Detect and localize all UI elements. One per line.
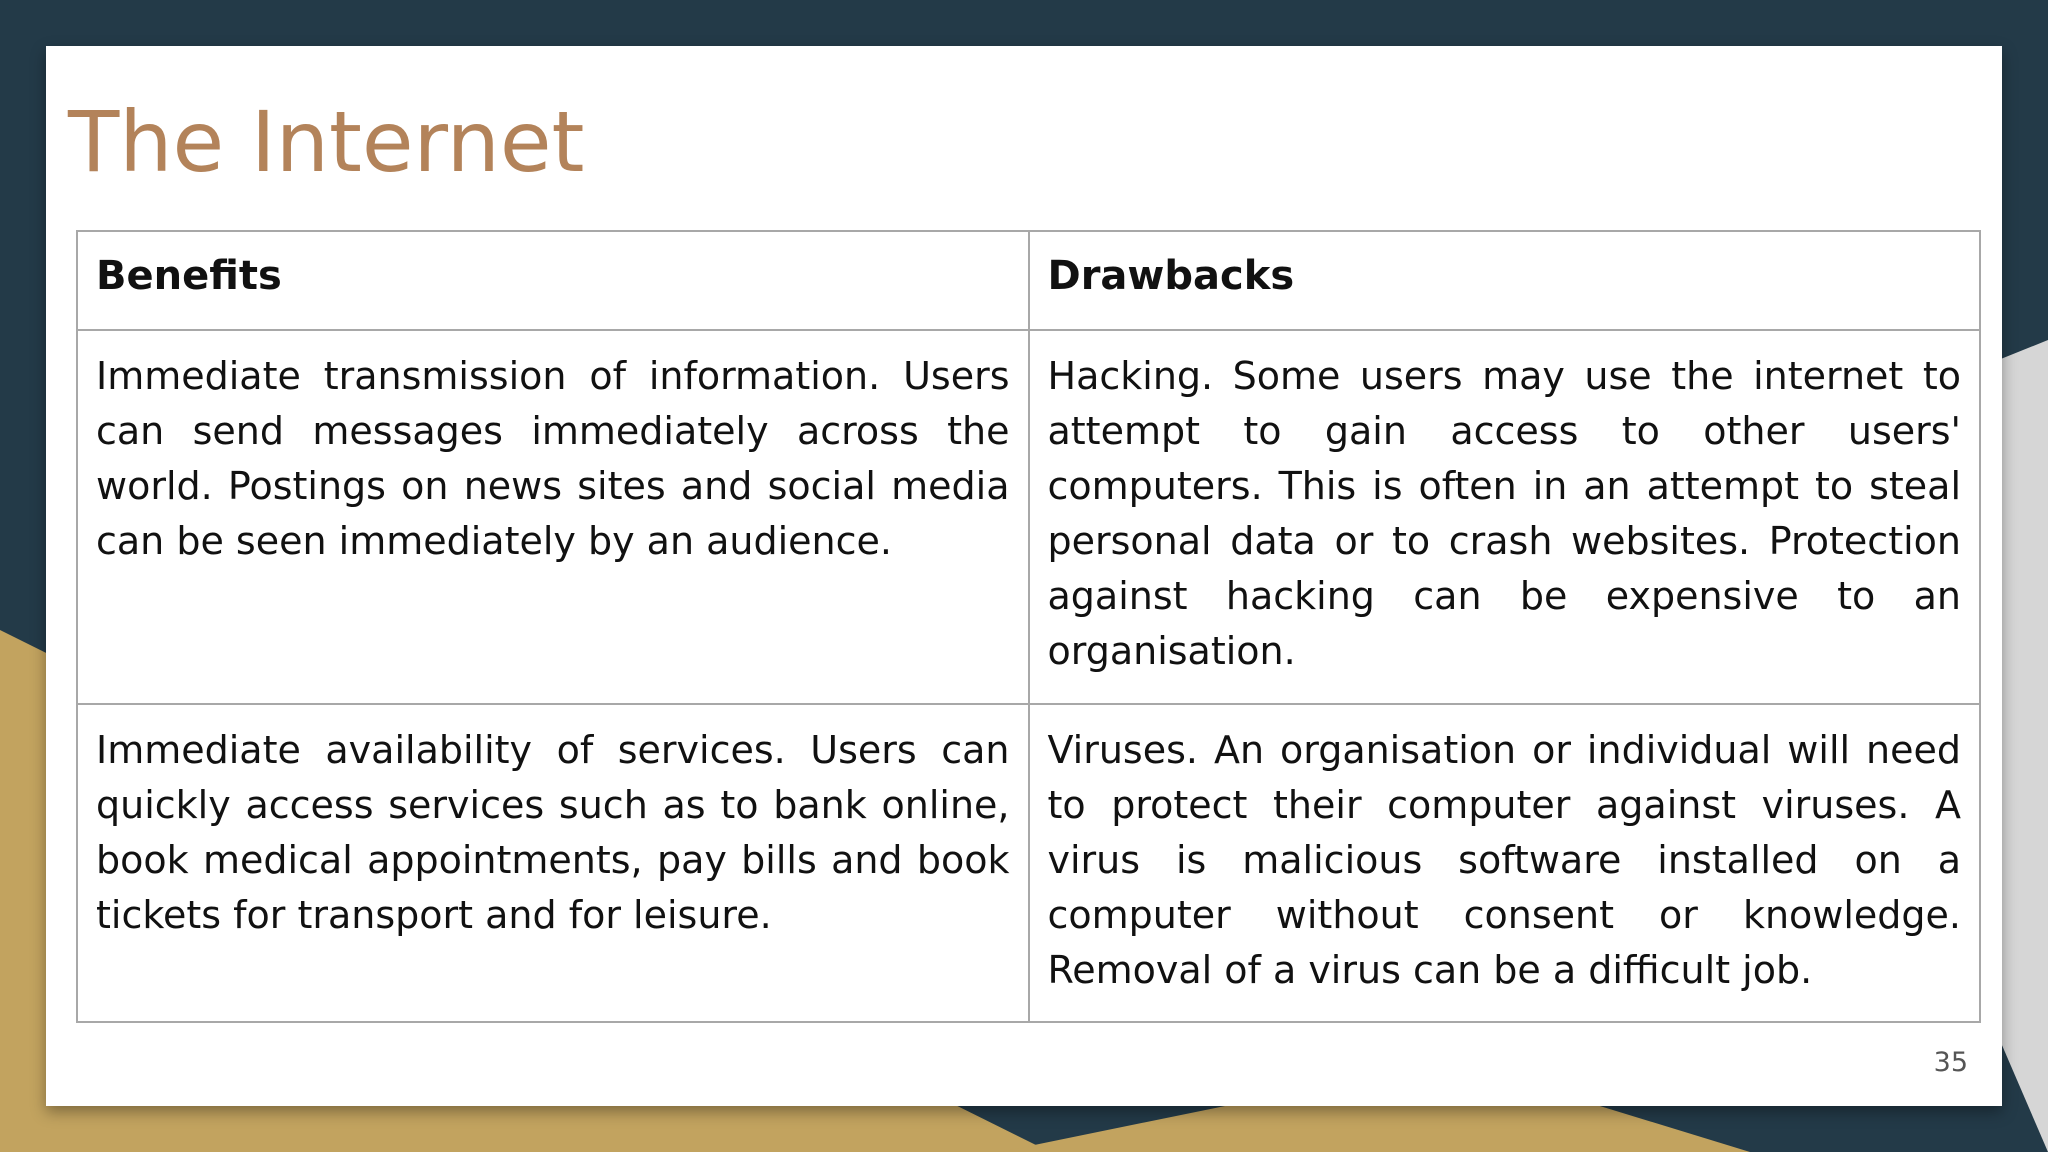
benefit-cell: Immediate transmission of information. Users can send messages immediately across the world. Postings on news sites and social media can be seen immediately by an audience. [77, 330, 1029, 704]
slide-title: The Internet [68, 93, 585, 191]
table-row [77, 330, 1980, 704]
benefits-drawbacks-table [76, 230, 1981, 1023]
benefit-cell: Immediate availability of services. Users can quickly access services such as to bank online, book medical appointments, pay bills and book tickets for transport and for leisure. [77, 704, 1029, 1022]
table-row [77, 704, 1980, 1022]
drawback-cell: Viruses. An organisation or individual will need to protect their computer against viruses. A virus is malicious software installed on a computer without consent or knowledge. Removal of a virus can be a difficult job. [1029, 704, 1981, 1022]
header-drawbacks: Drawbacks [1029, 231, 1981, 330]
header-benefits: Benefits [77, 231, 1029, 330]
slide-canvas [46, 46, 2002, 1106]
page-number: 35 [1933, 1047, 1968, 1078]
drawback-cell: Hacking. Some users may use the internet to attempt to gain access to other users' computers. This is often in an attempt to steal personal data or to crash websites. Protection against hacking can be expensive to an organisation. [1029, 330, 1981, 704]
table-header-row [77, 231, 1980, 330]
